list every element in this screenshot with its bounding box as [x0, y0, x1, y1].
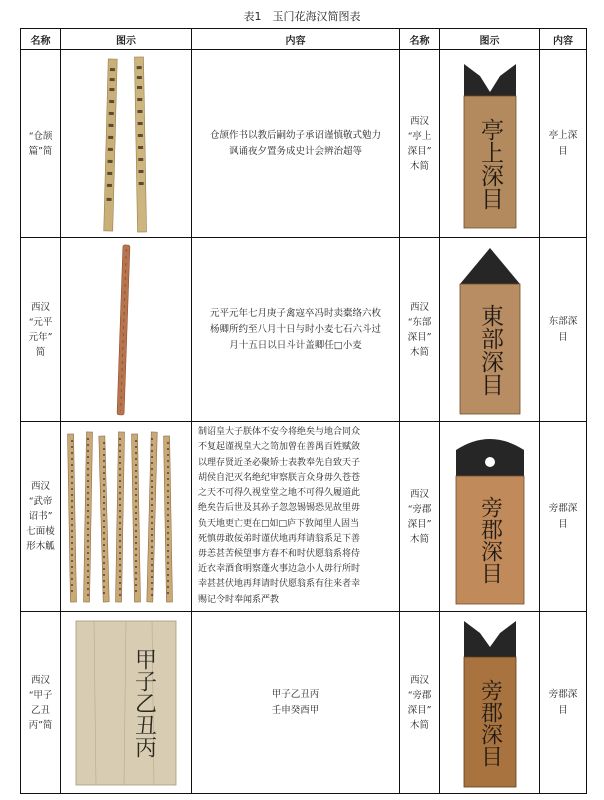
board-inscription: 甲子乙丑丙 [131, 647, 157, 758]
header-name: 名称 [400, 29, 440, 50]
slip-image [440, 612, 540, 794]
header-figure: 图示 [440, 29, 540, 50]
header-name: 名称 [21, 29, 61, 50]
slip-content: 旁郡深 目 [540, 612, 587, 794]
header-row [21, 29, 587, 50]
slip-name: 西汉 “东部 深目” 木简 [400, 238, 440, 422]
slip-inscription: 旁郡深目 [477, 678, 502, 767]
table-row [21, 612, 587, 794]
slip-image [61, 422, 192, 612]
slip-name: 西汉 “亭上 深目” 木简 [400, 50, 440, 238]
slip-inscription: 亭上深目 [476, 118, 503, 210]
bamboo-slips-image [66, 54, 186, 234]
table-row [21, 238, 587, 422]
slip-name: 西汉 “甲子 乙丑 丙”简 [21, 612, 61, 794]
wooden-slip-image [450, 615, 530, 791]
slip-name: “仓颉 篇”简 [21, 50, 61, 238]
slip-image [61, 50, 192, 238]
slip-image [440, 238, 540, 422]
wooden-board-image [74, 617, 178, 789]
slip-content: 制诏皇大子朕体不安今将绝矣与地合同众 不复起谨视皇大之笥加曾在善禺百姓赋敛 以理存贤近圣必聚矫士表教奉先自致天子 胡侯自汜灭名绝纪审察朕言众身毋久苍苍 之天不可得久视堂堂之地不可得久履道此 绝矣告后世及其孙子忽忽锡锡恐见故里毋 负天地更亡更在□如□庐下敦闻里人固当 死慎毋敢佞弟时谨伏地再拜请翁系足下善 毋恙甚苦候望事方春不和时伏愿翁系将侍 近衣幸酒食明察蓬火事边急小人毋行所时 幸甚甚伏地再拜请时伏愿翁系有往来者幸 赐记令时奉闻系严教 [192, 422, 400, 612]
table-caption: 表1 玉门花海汉简图表 [243, 10, 361, 23]
slip-name: 西汉 “旁郡 深目” 木简 [400, 422, 440, 612]
slip-content: 元平元年七月庚子禽寇卒冯时卖橐络六枚 杨卿所约至八月十日与时小麦七石六斗过 月十五日以日斗计盖卿任□小麦 [192, 238, 400, 422]
slip-content: 旁郡深 目 [540, 422, 587, 612]
slip-content: 仓颉作书以教后嗣幼子承诏谨慎敬式勉力 讽诵夜夕置务成史计会辨治超等 [192, 50, 400, 238]
slip-content: 甲子乙丑丙 壬申癸酉甲 [192, 612, 400, 794]
slip-table [20, 28, 587, 794]
header-figure: 图示 [61, 29, 192, 50]
slip-image [61, 238, 192, 422]
wooden-slip-image [450, 56, 530, 231]
slip-inscription: 旁郡深目 [477, 495, 502, 584]
seven-sided-prism-image [63, 426, 189, 608]
slip-name: 西汉 “旁郡 深目” 木简 [400, 612, 440, 794]
header-content: 内容 [540, 29, 587, 50]
slip-image [440, 422, 540, 612]
table-row [21, 422, 587, 612]
header-content: 内容 [192, 29, 400, 50]
slip-content: 亭上深 目 [540, 50, 587, 238]
slip-image [61, 612, 192, 794]
table-row [21, 50, 587, 238]
single-slip-image [66, 241, 186, 419]
slip-name: 西汉 “武帝 诏书” 七面棱 形木觚 [21, 422, 61, 612]
slip-name: 西汉 “元平 元年” 简 [21, 238, 61, 422]
wooden-slip-image [448, 426, 532, 608]
slip-inscription: 東部深目 [476, 303, 503, 396]
wooden-slip-image [450, 242, 530, 418]
slip-content: 东部深 目 [540, 238, 587, 422]
slip-image [440, 50, 540, 238]
